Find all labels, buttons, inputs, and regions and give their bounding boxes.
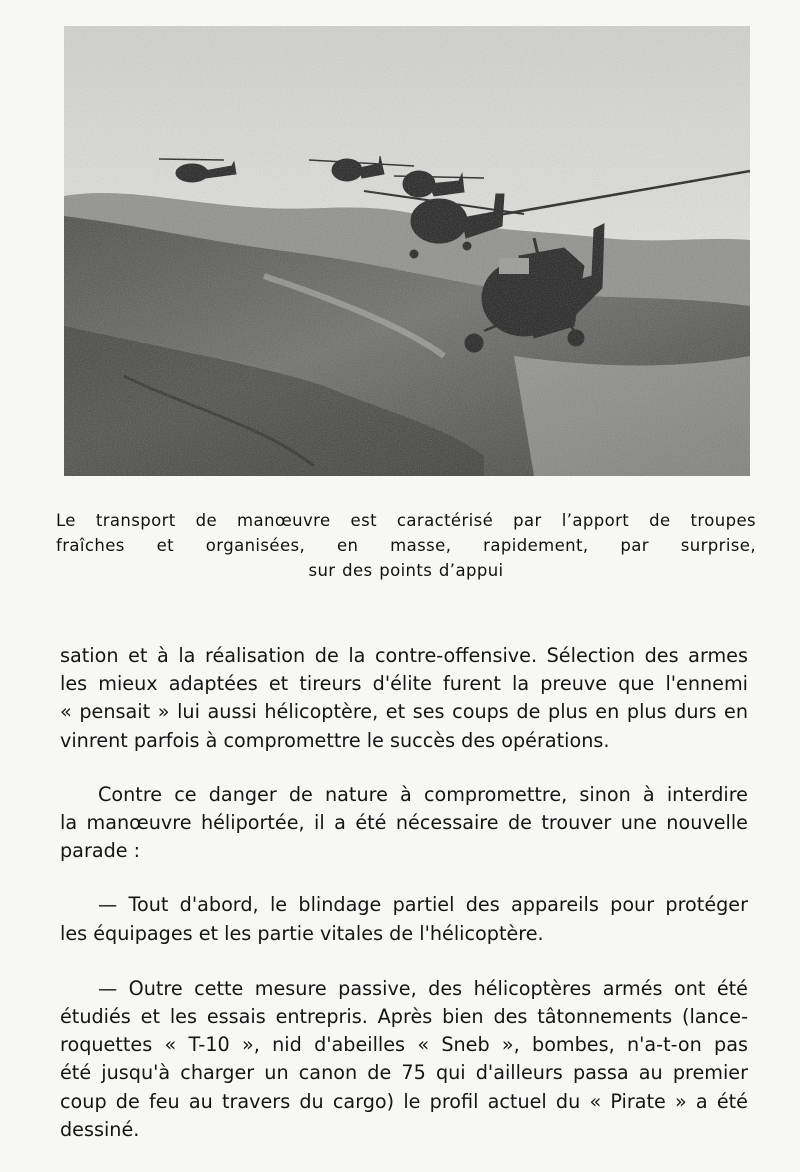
text-line: — Tout d'abord, le blindage partiel des appareils pour protéger	[98, 893, 748, 917]
photo-illustration	[64, 26, 750, 476]
paragraph-armed-helicopters	[60, 975, 748, 1144]
text-line: parade :	[60, 839, 141, 863]
text-line: Contre ce danger de nature à compromettre, sinon à interdire	[98, 782, 748, 806]
text-line: étudiés et les essais entrepris. Après bien des tâtonnements (lance-	[60, 1005, 748, 1029]
caption-line: Le transport de manœuvre est caractérisé par l’apport de troupes	[56, 511, 756, 530]
body-text	[60, 642, 748, 1172]
helicopter-formation-photo	[64, 26, 750, 476]
text-line: — Outre cette mesure passive, des hélicoptères armés ont été	[98, 976, 748, 1000]
text-line: dessiné.	[60, 1117, 140, 1141]
paragraph-danger	[60, 781, 748, 866]
text-line: « pensait » lui aussi hélicoptère, et ses coups de plus en plus durs en	[60, 700, 748, 724]
caption-line: sur des points d’appui	[308, 561, 504, 580]
caption-line: fraîches et organisées, en masse, rapidement, par surprise,	[56, 536, 756, 555]
paragraph-continuation	[60, 642, 748, 755]
text-line: coup de feu au travers du cargo) le profil actuel du « Pirate » a été	[60, 1089, 748, 1113]
text-line: sation et à la réalisation de la contre-offensive. Sélection des armes	[60, 644, 748, 667]
text-line: vinrent parfois à compromettre le succès des opérations.	[60, 728, 610, 752]
text-line: les équipages et les partie vitales de l'hélicoptère.	[60, 921, 544, 945]
text-line: roquettes « T-10 », nid d'abeilles « Sneb », bombes, n'a-t-on pas	[60, 1033, 748, 1057]
paragraph-armor	[60, 891, 748, 947]
text-line: été jusqu'à charger un canon de 75 qui d'ailleurs passa au premier	[60, 1061, 748, 1085]
photo-caption	[56, 508, 756, 583]
text-line: la manœuvre héliportée, il a été nécessaire de trouver une nouvelle	[60, 811, 748, 835]
text-line: les mieux adaptées et tireurs d'élite furent la preuve que l'ennemi	[60, 672, 748, 696]
